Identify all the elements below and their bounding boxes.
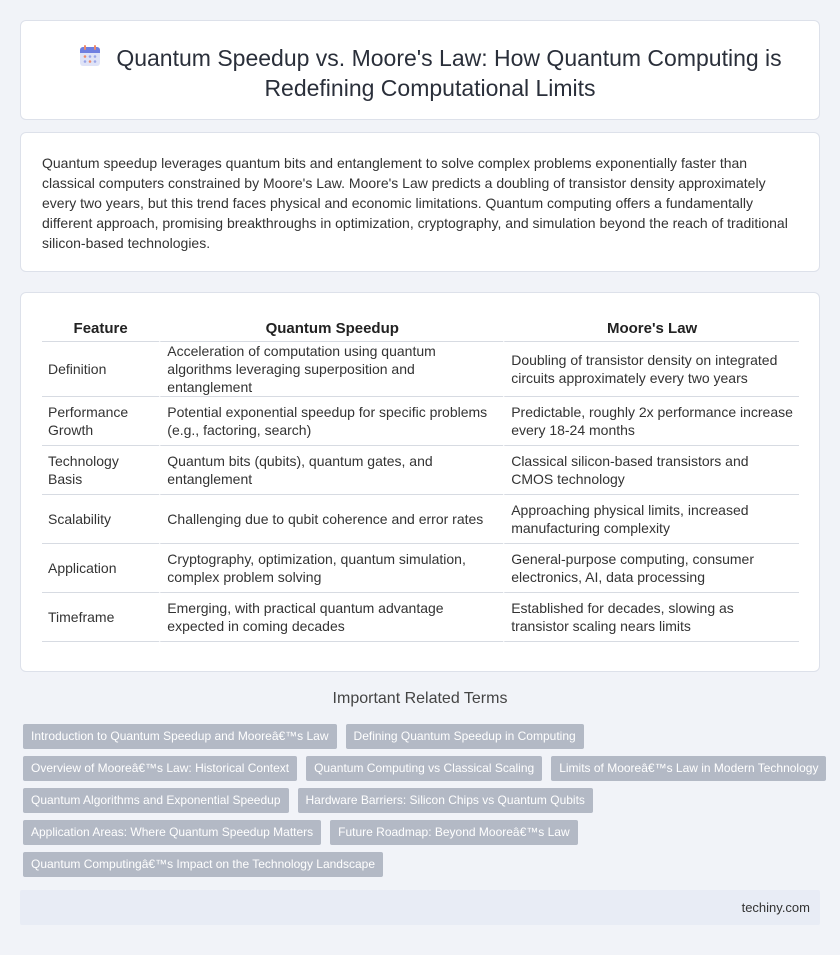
related-term-tag[interactable]: Future Roadmap: Beyond Mooreâ€™s Law xyxy=(330,820,577,845)
row-moore: Predictable, roughly 2x performance increase every 18-24 months xyxy=(503,397,799,446)
row-feature: Performance Growth xyxy=(42,397,159,446)
page-title: Quantum Speedup vs. Moore's Law: How Quantum Computing is Redefining Computational Limits xyxy=(116,45,782,101)
table-row xyxy=(42,544,799,593)
row-feature: Definition xyxy=(42,342,159,397)
table-row xyxy=(42,495,799,544)
comparison-card xyxy=(20,292,820,672)
related-term-tag[interactable]: Quantum Computingâ€™s Impact on the Technology Landscape xyxy=(23,852,383,877)
related-term-tag[interactable]: Quantum Algorithms and Exponential Speedup xyxy=(23,788,289,813)
header-feature: Feature xyxy=(42,316,159,342)
row-moore: Classical silicon-based transistors and CMOS technology xyxy=(503,446,799,495)
related-terms-title: Important Related Terms xyxy=(332,690,508,707)
calendar-icon xyxy=(78,44,102,68)
title-card xyxy=(20,20,820,120)
row-quantum: Challenging due to qubit coherence and error rates xyxy=(159,495,503,544)
row-quantum: Acceleration of computation using quantum algorithms leveraging superposition and entanglement xyxy=(159,342,503,397)
row-quantum: Cryptography, optimization, quantum simulation, complex problem solving xyxy=(159,544,503,593)
related-term-tag[interactable]: Defining Quantum Speedup in Computing xyxy=(346,724,584,749)
row-feature: Application xyxy=(42,544,159,593)
comparison-table xyxy=(42,316,799,642)
related-term-tag[interactable]: Quantum Computing vs Classical Scaling xyxy=(306,756,542,781)
table-row xyxy=(42,446,799,495)
row-feature: Timeframe xyxy=(42,593,159,642)
row-moore: Established for decades, slowing as transistor scaling nears limits xyxy=(503,593,799,642)
row-moore: Doubling of transistor density on integrated circuits approximately every two years xyxy=(503,342,799,397)
related-term-tag[interactable]: Overview of Mooreâ€™s Law: Historical Context xyxy=(23,756,297,781)
page-header xyxy=(61,43,799,103)
header-quantum-speedup: Quantum Speedup xyxy=(159,316,503,342)
row-quantum: Quantum bits (qubits), quantum gates, and entanglement xyxy=(159,446,503,495)
row-feature: Scalability xyxy=(42,495,159,544)
row-moore: Approaching physical limits, increased manufacturing complexity xyxy=(503,495,799,544)
table-row xyxy=(42,397,799,446)
intro-card xyxy=(20,132,820,272)
row-moore: General-purpose computing, consumer electronics, AI, data processing xyxy=(503,544,799,593)
table-header-row xyxy=(42,316,799,342)
intro-paragraph: Quantum speedup leverages quantum bits and entanglement to solve complex problems exponentially faster than classical computers constrained by Moore's Law. Moore's Law predicts a doubling of transistor density approximately every two years, but this trend faces physical and economic limitations. Quantum computing offers a fundamentally different approach, promising breakthroughs in optimization, cryptography, and simulation beyond the reach of traditional silicon-based technologies. xyxy=(42,155,788,251)
row-feature: Technology Basis xyxy=(42,446,159,495)
header-moores-law: Moore's Law xyxy=(503,316,799,342)
related-term-tag[interactable]: Introduction to Quantum Speedup and Mooreâ€™s Law xyxy=(23,724,337,749)
footer xyxy=(20,890,820,925)
related-term-tag[interactable]: Application Areas: Where Quantum Speedup Matters xyxy=(23,820,321,845)
table-row xyxy=(42,342,799,397)
related-term-tag[interactable]: Limits of Mooreâ€™s Law in Modern Technology xyxy=(551,756,826,781)
row-quantum: Emerging, with practical quantum advantage expected in coming decades xyxy=(159,593,503,642)
table-row xyxy=(42,593,799,642)
related-term-tag[interactable]: Hardware Barriers: Silicon Chips vs Quantum Qubits xyxy=(298,788,593,813)
footer-site[interactable]: techiny.com xyxy=(741,900,810,915)
row-quantum: Potential exponential speedup for specific problems (e.g., factoring, search) xyxy=(159,397,503,446)
related-terms-list xyxy=(23,724,823,884)
